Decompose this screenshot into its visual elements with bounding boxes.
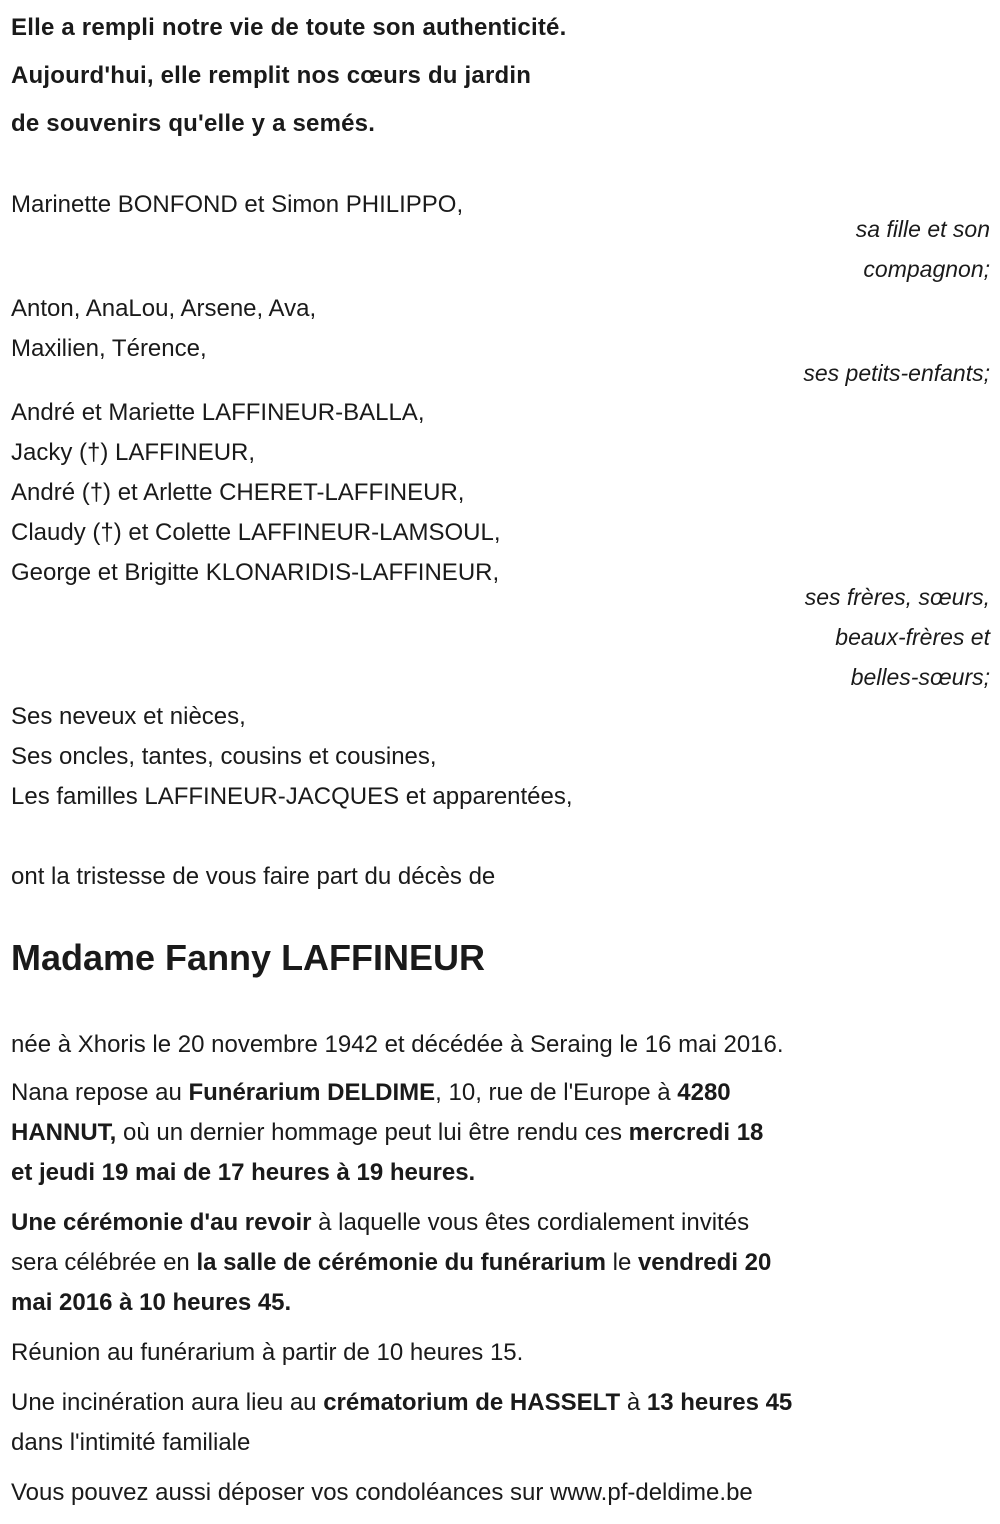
motto-line: Elle a rempli notre vie de toute son authenticité. — [11, 14, 567, 41]
paragraph — [11, 1383, 990, 1463]
paragraph-line — [11, 1283, 990, 1323]
paragraph-line — [11, 1113, 990, 1153]
obituary-notice — [11, 4, 990, 1513]
family-member-line: George et Brigitte KLONARIDIS-LAFFINEUR, — [11, 559, 500, 586]
paragraph-line — [11, 1073, 990, 1113]
paragraph-line — [11, 1333, 990, 1373]
text: le — [605, 1249, 638, 1276]
relation-label: beaux-frères et — [835, 624, 990, 650]
bold-text: mai 2016 à 10 heures 45. — [11, 1289, 292, 1316]
text: Réunion au funérarium à partir de 10 heures 15. — [11, 1339, 524, 1366]
relation-label: ses petits-enfants; — [803, 360, 990, 386]
paragraph — [11, 1473, 990, 1513]
text: dans l'intimité familiale — [11, 1429, 251, 1456]
bold-text: Funérarium DELDIME — [188, 1079, 436, 1106]
family-member-line: André et Mariette LAFFINEUR-BALLA, — [11, 399, 425, 426]
text: née à Xhoris le 20 novembre 1942 et décédée à Seraing le 16 mai 2016. — [11, 1031, 784, 1058]
family-list — [11, 185, 990, 817]
relation-label: ses frères, sœurs, — [804, 584, 990, 610]
relation-label: compagnon; — [863, 256, 990, 282]
text: où un dernier hommage peut lui être rendu ces — [116, 1119, 629, 1146]
text: Nana repose au — [11, 1079, 189, 1106]
bold-text: Une cérémonie d'au revoir — [11, 1209, 312, 1236]
bold-text: 13 heures 45 — [646, 1389, 793, 1416]
family-member-line: Ses neveux et nièces, — [11, 703, 246, 730]
motto-line: de souvenirs qu'elle y a semés. — [11, 110, 376, 137]
details — [11, 1025, 990, 1513]
paragraph — [11, 1333, 990, 1373]
bold-text: crématorium de HASSELT — [323, 1389, 621, 1416]
text: à laquelle vous êtes cordialement invités — [311, 1209, 750, 1236]
paragraph — [11, 1073, 990, 1193]
family-member-line: Jacky (†) LAFFINEUR, — [11, 439, 256, 466]
family-group — [11, 289, 990, 393]
family-group — [11, 393, 990, 697]
family-member-line: André (†) et Arlette CHERET-LAFFINEUR, — [11, 479, 465, 506]
family-member-line: Marinette BONFOND et Simon PHILIPPO, — [11, 191, 464, 218]
bold-text: vendredi 20 — [637, 1249, 772, 1276]
paragraph-line — [11, 1383, 990, 1423]
paragraph — [11, 1203, 990, 1323]
relation-label: belles-sœurs; — [850, 664, 990, 690]
text: à — [620, 1389, 647, 1416]
announcement: ont la tristesse de vous faire part du décès de — [11, 863, 496, 890]
bold-text: la salle de cérémonie du funérarium — [196, 1249, 606, 1276]
bold-text: HANNUT, — [11, 1119, 117, 1146]
deceased-name: Madame Fanny LAFFINEUR — [11, 937, 486, 978]
family-group — [11, 185, 990, 289]
paragraph — [11, 1025, 990, 1065]
paragraph-line — [11, 1203, 990, 1243]
bold-text: et jeudi 19 mai de 17 heures à 19 heures. — [11, 1159, 476, 1186]
family-member-line: Claudy (†) et Colette LAFFINEUR-LAMSOUL, — [11, 519, 501, 546]
text: Vous pouvez aussi déposer vos condoléances sur www.pf-deldime.be — [11, 1479, 753, 1506]
motto-line: Aujourd'hui, elle remplit nos cœurs du jardin — [11, 62, 532, 89]
relation-label: sa fille et son — [855, 216, 990, 242]
bold-text: mercredi 18 — [628, 1119, 764, 1146]
paragraph-line — [11, 1243, 990, 1283]
paragraph-line — [11, 1423, 990, 1463]
paragraph-line — [11, 1025, 990, 1065]
family-member-line: Ses oncles, tantes, cousins et cousines, — [11, 743, 437, 770]
paragraph-line — [11, 1153, 990, 1193]
text: , 10, rue de l'Europe à — [435, 1079, 678, 1106]
family-member-line: Les familles LAFFINEUR-JACQUES et apparentées, — [11, 783, 573, 810]
text: sera célébrée en — [11, 1249, 197, 1276]
family-group — [11, 697, 990, 817]
motto — [11, 4, 990, 148]
family-member-line: Maxilien, Térence, — [11, 335, 207, 362]
family-member-line: Anton, AnaLou, Arsene, Ava, — [11, 295, 317, 322]
text: Une incinération aura lieu au — [11, 1389, 324, 1416]
paragraph-line — [11, 1473, 990, 1513]
bold-text: 4280 — [677, 1079, 731, 1106]
